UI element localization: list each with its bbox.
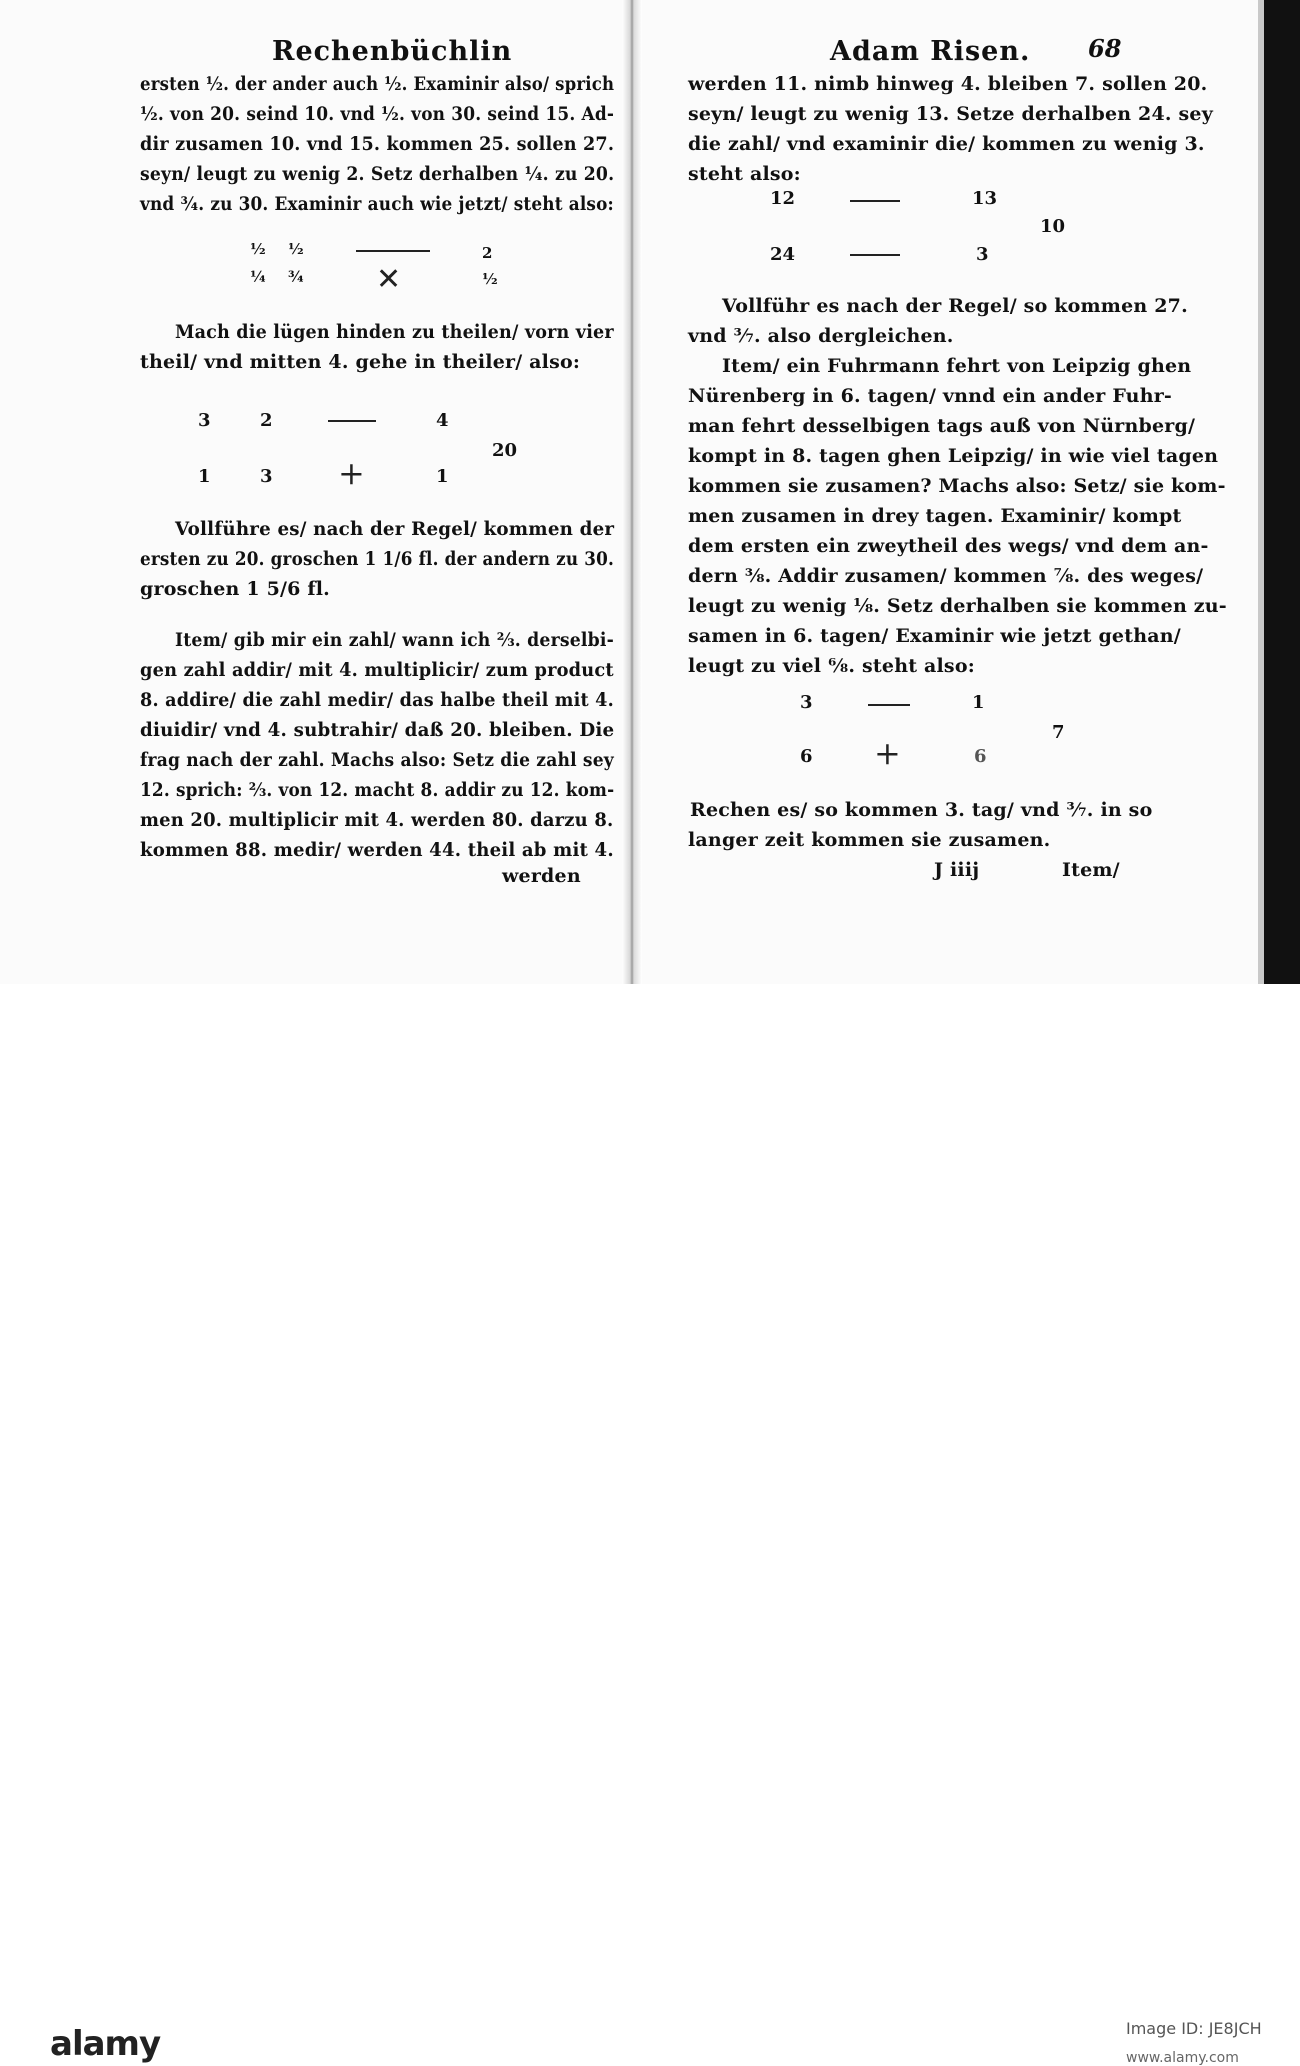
catchword: werden (502, 865, 581, 887)
diagram-value: 3 (260, 466, 273, 487)
text-line: kompt in 8. tagen ghen Leipzig/ in wie viel tagen (688, 445, 1219, 467)
diagram-value: ¾ (288, 268, 304, 286)
cross-symbol: ✕ (376, 262, 402, 297)
text-line: kommen 88. medir/ werden 44. theil ab mit 4. (140, 839, 614, 861)
text-line: frag nach der zahl. Machs also: Setz die zahl sey (140, 749, 614, 771)
text-line: ersten ½. der ander auch ½. Examinir also/ sprich (140, 73, 615, 95)
text-line: gen zahl addir/ mit 4. multiplicir/ zum product (140, 659, 614, 681)
book-spine (622, 0, 642, 984)
text-line: dir zusamen 10. vnd 15. kommen 25. sollen 27. (140, 133, 615, 155)
diagram-dash (356, 250, 430, 252)
text-line: men zusamen in drey tagen. Examinir/ kompt (688, 505, 1182, 527)
text-line: Item/ ein Fuhrmann fehrt von Leipzig ghen (722, 355, 1192, 377)
text-line: langer zeit kommen sie zusamen. (688, 829, 1051, 851)
image-id-label: Image ID: JE8JCH (1126, 2019, 1262, 2038)
diagram-value: 20 (492, 440, 518, 461)
text-line: seyn/ leugt zu wenig 2. Setz derhalben ¼. zu 20. (140, 163, 615, 185)
running-header-left: Rechenbüchlin (272, 36, 513, 67)
text-line: seyn/ leugt zu wenig 13. Setze derhalben 24. sey (688, 103, 1213, 125)
diagram-dash (868, 704, 910, 706)
plus-symbol: + (338, 454, 365, 492)
diagram-value: 2 (260, 410, 273, 431)
text-line: Rechen es/ so kommen 3. tag/ vnd ³⁄₇. in so (690, 799, 1153, 821)
text-line: theil/ vnd mitten 4. gehe in theiler/ also: (140, 351, 581, 373)
text-line: Item/ gib mir ein zahl/ wann ich ⅔. derselbi- (175, 629, 615, 651)
text-line: diuidir/ vnd 4. subtrahir/ daß 20. bleiben. Die (140, 719, 615, 741)
diagram-value: 13 (972, 188, 998, 209)
diagram-value: 1 (436, 466, 449, 487)
diagram-value: 4 (436, 410, 449, 431)
open-book (0, 0, 1300, 984)
page-number: 68 (1088, 34, 1122, 63)
text-line: die zahl/ vnd examinir die/ kommen zu wenig 3. (688, 133, 1205, 155)
diagram-value: 12 (770, 188, 796, 209)
text-line: Vollführ es nach der Regel/ so kommen 27. (722, 295, 1188, 317)
text-line: Mach die lügen hinden zu theilen/ vorn vier (175, 321, 614, 343)
diagram-value: ¼ (250, 268, 266, 286)
text-line: vnd ¾. zu 30. Examinir auch wie jetzt/ steht also: (140, 193, 614, 215)
stock-footer (0, 984, 1300, 2066)
brand-logo: alamy (50, 2024, 161, 2064)
text-line: vnd ³⁄₇. also dergleichen. (688, 325, 954, 347)
text-line: 12. sprich: ⅔. von 12. macht 8. addir zu 12. kom- (140, 779, 615, 801)
diagram-value: 7 (1052, 722, 1065, 743)
signature-mark: J iiij (934, 859, 980, 881)
diagram-dash (328, 420, 376, 422)
diagram-value: 1 (972, 692, 985, 713)
website-label: www.alamy.com (1126, 2050, 1239, 2066)
diagram-value: ½ (250, 240, 266, 258)
diagram-dash (850, 254, 900, 256)
text-line: ersten zu 20. groschen 1 1/6 fl. der andern zu 30. (140, 548, 615, 570)
text-line: werden 11. nimb hinweg 4. bleiben 7. sollen 20. (688, 73, 1208, 95)
text-line: dem ersten ein zweytheil des wegs/ vnd dem an- (688, 535, 1209, 557)
plus-symbol: + (874, 734, 901, 772)
diagram-value: 10 (1040, 216, 1066, 237)
diagram-value: 2 (482, 244, 493, 262)
diagram-value: 24 (770, 244, 796, 265)
diagram-dash (850, 200, 900, 202)
text-line: dern ⅜. Addir zusamen/ kommen ⅞. des weges/ (688, 565, 1204, 587)
diagram-value: ½ (288, 240, 304, 258)
diagram-value: 6 (974, 746, 987, 767)
text-line: Vollführe es/ nach der Regel/ kommen der (175, 518, 615, 540)
diagram-value: ½ (482, 270, 498, 288)
text-line: leugt zu viel ⁶⁄₈. steht also: (688, 655, 975, 677)
diagram-value: 3 (198, 410, 211, 431)
book-cover-edge (1264, 0, 1300, 984)
text-line: man fehrt desselbigen tags auß von Nürnberg/ (688, 415, 1196, 437)
text-line: kommen sie zusamen? Machs also: Setz/ sie kom- (688, 475, 1226, 497)
diagram-value: 3 (800, 692, 813, 713)
text-line: men 20. multiplicir mit 4. werden 80. darzu 8. (140, 809, 614, 831)
text-line: ½. von 20. seind 10. vnd ½. von 30. seind 15. Ad- (140, 103, 615, 125)
running-header-right: Adam Risen. (830, 36, 1031, 67)
text-line: 8. addire/ die zahl medir/ das halbe theil mit 4. (140, 689, 614, 711)
diagram-value: 3 (976, 244, 989, 265)
text-line: samen in 6. tagen/ Examinir wie jetzt gethan/ (688, 625, 1181, 647)
text-line: Nürenberg in 6. tagen/ vnnd ein ander Fuhr- (688, 385, 1173, 407)
diagram-value: 1 (198, 466, 211, 487)
text-line: leugt zu wenig ⅛. Setz derhalben sie kommen zu- (688, 595, 1227, 617)
catchword: Item/ (1062, 859, 1120, 881)
text-line: steht also: (688, 163, 801, 185)
right-page (642, 0, 1258, 984)
text-line: groschen 1 5/6 fl. (140, 578, 331, 600)
left-page (0, 0, 622, 984)
diagram-value: 6 (800, 746, 813, 767)
